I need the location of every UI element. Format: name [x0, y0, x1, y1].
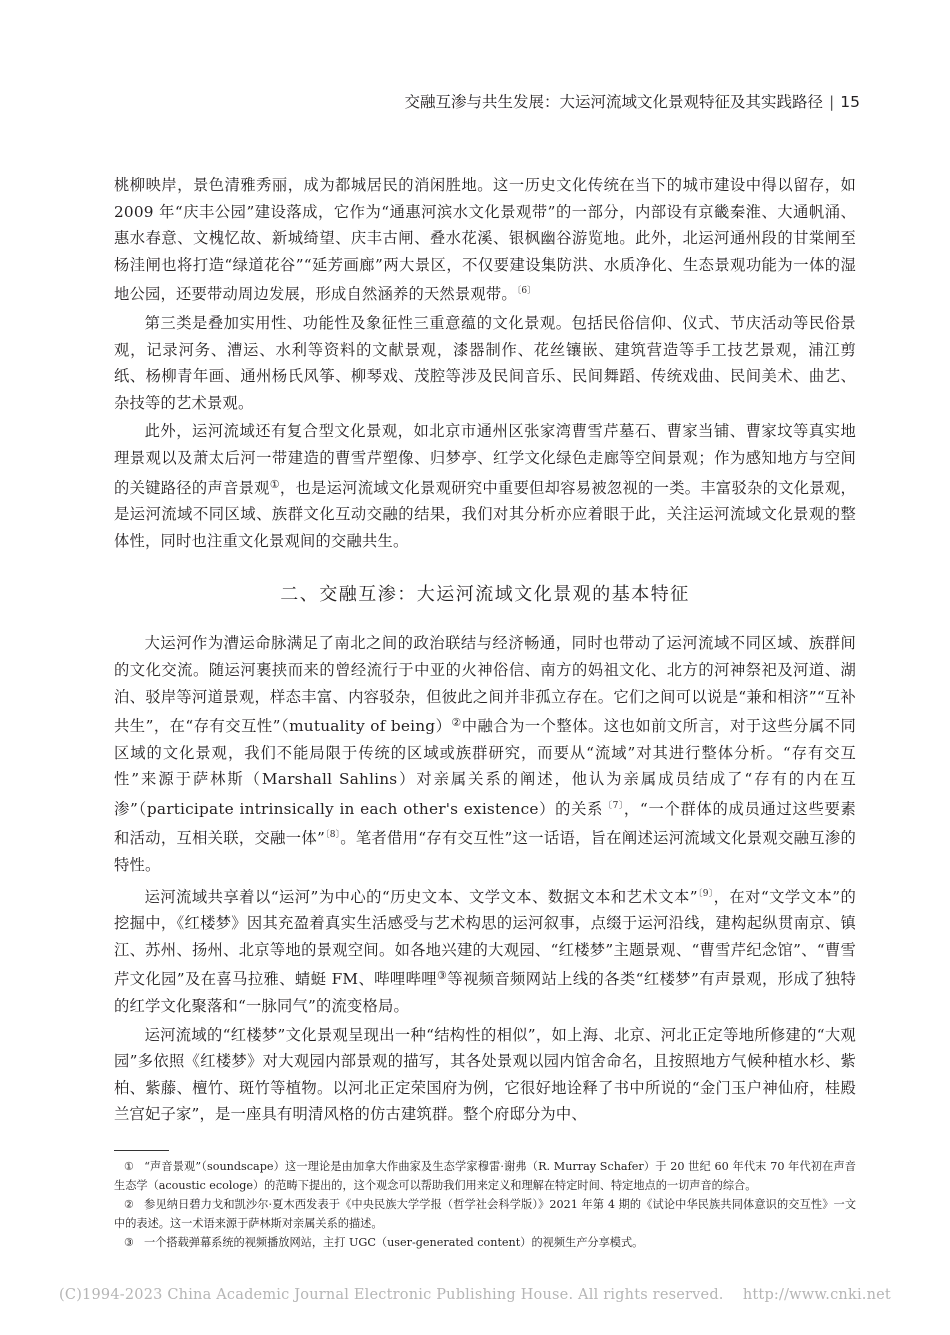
footnote-ref-2: ② — [451, 716, 462, 730]
footnote-ref-1: ① — [269, 477, 280, 491]
running-title: 交融互渗与共生发展：大运河流域文化景观特征及其实践路径 — [404, 93, 824, 111]
main-text — [114, 172, 856, 1130]
paragraph-3: 此外，运河流域还有复合型文化景观，如北京市通州区张家湾曹雪芹墓石、曹家当铺、曹家坟等真实地理景观以及萧太后河一带建造的曹雪芹塑像、归梦亭、红学文化绿色走廊等空间景观；作为感知地方与空间的关键路径的声音景观①，也是运河流域文化景观研究中重要但却容易被忽视的一类。丰富驳杂的文化景观，是运河流域不同区域、族群文化互动交融的结果，我们对其分析亦应着眼于此，关注运河流域文化景观的整体性，同时也注重文化景观间的交融共生。 — [114, 422, 856, 550]
citation-6: 〔6〕 — [516, 286, 537, 297]
page-number: 15 — [840, 93, 860, 111]
paragraph-2: 第三类是叠加实用性、功能性及象征性三重意蕴的文化景观。包括民俗信仰、仪式、节庆活动等民俗景观，记录河务、漕运、水利等资料的文献景观，漆器制作、花丝镶嵌、建筑营造等手工技艺景观，浦江剪纸、杨柳青年画、通州杨氏风筝、柳琴戏、茂腔等涉及民间音乐、民间舞蹈、传统戏曲、民间美术、曲艺、杂技等的艺术景观。 — [114, 313, 856, 412]
paragraph-1: 桃柳映岸，景色清雅秀丽，成为都城居民的消闲胜地。这一历史文化传统在当下的城市建设中得以留存，如 2009 年“庆丰公园”建设落成，它作为“通惠河滨水文化景观带”的一部分，内部设有京畿秦淮、大通帆涌、惠水春意、文槐忆故、新城绮望、庆丰古闸、叠水花溪、银枫幽谷游览地。此外，北运河通州段的甘棠闸至杨洼闸也将打造“绿道花谷”“延芳画廊”两大景区，不仅要建设集防洪、水质净化、生态景观功能为一体的湿地公园，还要带动周边发展，形成自然涵养的天然景观带。$^{〔6〕}$ — [114, 176, 856, 304]
header-separator: | — [829, 93, 835, 111]
paragraph-5: 运河流域共享着以“运河”为中心的“历史文本、文学文本、数据文本和艺术文本”$^{〔9〕}$，在对“文学文本”的挖掘中，《红楼梦》因其充盈着真实生活感受与艺术构思的运河叙事，点缀于运河沿线，建构起纵贯南京、镇江、苏州、扬州、北京等地的景观空间。如各地兴建的大观园、“红楼梦”主题景观、“曹雪芹纪念馆”、“曹雪芹文化园”及在喜马拉雅、蜻蜓 FM、哔哩哔哩③等视频音频网站上线的各类“红楼梦”有声景观，形成了独特的红学文化聚落和“一脉同气”的流变格局。 — [114, 887, 856, 1016]
paragraph-4: 大运河作为漕运命脉满足了南北之间的政治联结与经济畅通，同时也带动了运河流域不同区域、族群间的文化交流。随运河裹挟而来的曾经流行于中亚的火神俗信、南方的妈祖文化、北方的河神祭祀及河道、湖泊、驳岸等河道景观，样态丰富、内容驳杂，但彼此之间并非孤立存在。它们之间可以说是“兼和相济”“互补共生”，在“存有交互性”（mutuality of being）②中融合为一个整体。这也如前文所言，对于这些分属不同区域的文化景观，我们不能局限于传统的区域或族群研究，而要从“流域”对其进行整体分析。“存有交互性”来源于萨林斯（Marshall Sahlins）对亲属关系的阐述，他认为亲属成员结成了“存有的内在互渗”（participate intrinsically in each other's existence）的关系$^{〔7〕}$，“一个群体的成员通过这些要素和活动，互相关联，交融一体”$^{〔8〕}$。笔者借用“存有交互性”这一话语，旨在阐述运河流域文化景观交融互渗的特性。 — [114, 634, 856, 875]
footnote-3: ③ 一个搭载弹幕系统的视频播放网站，主打 UGC（user-generated content）的视频生产分享模式。 — [124, 1236, 644, 1249]
footnote-ref-3: ③ — [436, 969, 448, 983]
footnote-1: ① “声音景观”（soundscape）这一理论是由加拿大作曲家及生态学家穆雷·谢弗（R. Murray Schafer）于 20 世纪 60 年代末 70 年代初在声音生态学（acoustic ecologe）的范畴下提出的，这个观念可以帮助我们用来定义和理解在特定时间、特定地点的一切声音的综合。 — [114, 1160, 856, 1192]
citation-7: 〔7〕 — [603, 800, 624, 811]
citation-9: 〔9〕 — [697, 888, 714, 899]
running-header — [100, 90, 860, 112]
section-heading: 二、交融互渗：大运河流域文化景观的基本特征 — [280, 584, 690, 606]
footnote-2: ② 参见纳日碧力戈和凯沙尔·夏木西发表于《中央民族大学学报（哲学社会科学版）》2021 年第 4 期的《试论中华民族共同体意识的交互性》一文中的表述。这一术语来源于萨林斯对亲属关系的描述。 — [114, 1198, 857, 1230]
paragraph-6: 运河流域的“红楼梦”文化景观呈现出一种“结构性的相似”，如上海、北京、河北正定等地所修建的“大观园”多依照《红楼梦》对大观园内部景观的描写，其各处景观以园内馆舍命名，且按照地方气候种植水杉、紫柏、紫藤、檀竹、斑竹等植物。以河北正定荣国府为例，它很好地诠释了书中所说的“金门玉户神仙府，桂殿兰宫妃子家”，是一座具有明清风格的仿古建筑群。整个府邸分为中、 — [114, 1025, 856, 1124]
copyright-notice: (C)1994-2023 China Academic Journal Electronic Publishing House. All rights reserved. http://www.cnki.net — [59, 1287, 891, 1303]
footnote-divider — [114, 1150, 169, 1151]
citation-8: 〔8〕 — [325, 830, 341, 841]
footnotes — [114, 1157, 856, 1252]
